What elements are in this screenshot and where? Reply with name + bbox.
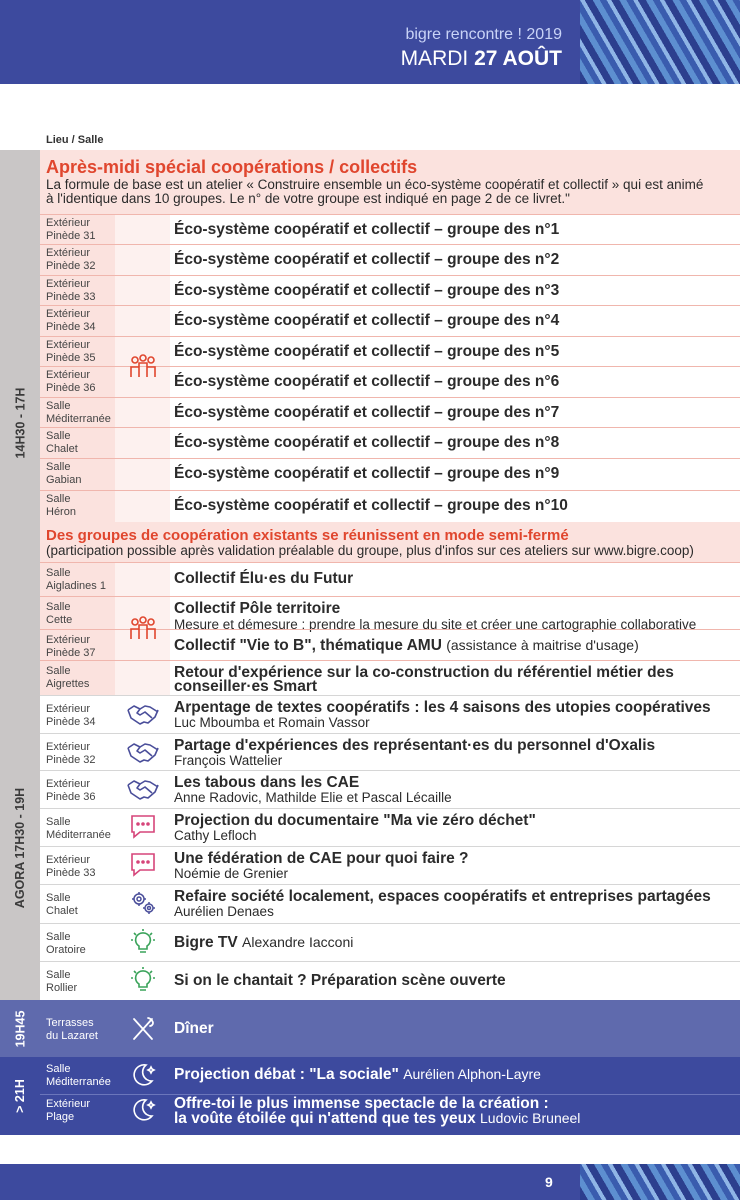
group-loc-l1: Extérieur xyxy=(46,339,91,351)
agora-loc-l1: Salle xyxy=(46,931,71,943)
evening-location-1 xyxy=(46,1063,121,1088)
group-loc-l2: Méditerranée xyxy=(46,412,111,425)
agora-title-text: Si on le chantait ? Préparation scène ouverte xyxy=(174,972,506,989)
group-location xyxy=(46,369,121,394)
group-loc-l2: Pinède 35 xyxy=(46,351,96,364)
group-row-divider xyxy=(40,490,740,491)
group-loc-l1: Extérieur xyxy=(46,217,91,229)
group-row-divider xyxy=(40,275,740,276)
collectif-loc-l1: Extérieur xyxy=(46,634,91,646)
agora-row-divider xyxy=(40,695,740,696)
agora-title xyxy=(174,812,536,829)
collectif-subtitle: Mesure et démesure : prendre la mesure du site et créer une cartographie collaborative xyxy=(174,617,697,632)
band-afternoon-label: 14H30 - 17H xyxy=(13,387,27,458)
date-label: 27 AOÛT xyxy=(474,47,562,70)
agora-title xyxy=(174,737,655,754)
agora-speaker: Alexandre Iacconi xyxy=(242,934,354,950)
group-loc-l1: Extérieur xyxy=(46,369,91,381)
group-location xyxy=(46,247,121,272)
agora-speakers: Aurélien Denaes xyxy=(174,904,274,919)
collectif-loc-l1: Salle xyxy=(46,601,71,613)
group-title: Éco-système coopératif et collectif – groupe des n°4 xyxy=(174,312,560,329)
evening-title-2-line2: la voûte étoilée qui n'attend que tes yeux xyxy=(174,1110,476,1127)
agora-title-text: Refaire société localement, espaces coopératifs et entreprises partagées xyxy=(174,888,711,905)
page-number: 9 xyxy=(545,1174,553,1190)
fork-knife-icon xyxy=(124,1014,162,1044)
group-loc-l2: Pinède 32 xyxy=(46,259,96,272)
agora-location xyxy=(46,778,121,803)
agora-title-text: Partage d'expériences des représentant·es du personnel d'Oxalis xyxy=(174,737,656,754)
agora-speakers: Luc Mboumba et Romain Vassor xyxy=(174,715,370,730)
group-location xyxy=(46,308,121,333)
agora-title xyxy=(174,972,506,989)
group-title: Éco-système coopératif et collectif – groupe des n°10 xyxy=(174,497,568,514)
group-row-divider xyxy=(40,427,740,428)
agora-speakers: Noémie de Grenier xyxy=(174,866,289,881)
group-loc-l1: Extérieur xyxy=(46,308,91,320)
agora-loc-l2: Pinède 33 xyxy=(46,866,96,879)
collectif-row-divider xyxy=(40,562,740,563)
collectif-title-text: Collectif Élu·es du Futur xyxy=(174,570,354,587)
agora-row-divider xyxy=(40,961,740,962)
agora-row-divider xyxy=(40,846,740,847)
collectif-location xyxy=(46,665,121,690)
group-location xyxy=(46,493,121,518)
event-name: bigre rencontre ! 2019 xyxy=(405,26,562,43)
agora-row-divider xyxy=(40,733,740,734)
collectif-title xyxy=(174,570,353,587)
agora-location xyxy=(46,703,121,728)
evening-loc-1-l2: Méditerranée xyxy=(46,1075,111,1088)
group-loc-l2: Pinède 31 xyxy=(46,229,96,242)
section1-desc-line1: La formule de base est un atelier « Construire ensemble un éco-système coopératif et collectif » qui est animé xyxy=(46,177,704,192)
band-dinner-label: 19H45 xyxy=(13,1010,27,1047)
handshake-icon xyxy=(124,774,162,804)
group-title: Éco-système coopératif et collectif – groupe des n°8 xyxy=(174,434,560,451)
band-afternoon xyxy=(0,150,40,695)
agora-title-text: Les tabous dans les CAE xyxy=(174,774,360,791)
collectif-title-text: Collectif Pôle territoire xyxy=(174,600,341,617)
group-top-line xyxy=(40,214,115,215)
dinner-title: Dîner xyxy=(174,1020,214,1037)
agora-row-divider xyxy=(40,808,740,809)
band-agora-label: AGORA 17H30 - 19H xyxy=(13,787,28,908)
evening-loc-2-l2: Plage xyxy=(46,1110,75,1123)
people-group-icon xyxy=(124,352,162,382)
group-loc-l1: Extérieur xyxy=(46,278,91,290)
agora-speakers: François Wattelier xyxy=(174,753,283,768)
agora-location xyxy=(46,854,121,879)
group-title: Éco-système coopératif et collectif – groupe des n°5 xyxy=(174,343,560,360)
evening-title-2b xyxy=(174,1110,580,1127)
collectif-loc-l2: Aigrettes xyxy=(46,677,90,690)
group-row-divider xyxy=(40,244,740,245)
agora-loc-l1: Extérieur xyxy=(46,741,91,753)
band-dinner xyxy=(0,1000,40,1057)
agora-row-divider xyxy=(40,884,740,885)
collectif-loc-l2: Aigladines 1 xyxy=(46,579,106,592)
collectif-location xyxy=(46,634,121,659)
moon-icon-2 xyxy=(124,1095,162,1125)
group-loc-l1: Salle xyxy=(46,400,71,412)
agora-title-text: Bigre TV xyxy=(174,934,238,951)
collectif-location xyxy=(46,567,121,592)
evening-speaker-2: Ludovic Bruneel xyxy=(480,1110,581,1126)
group-loc-l1: Extérieur xyxy=(46,247,91,259)
section2-title: Des groupes de coopération existants se réunissent en mode semi-fermé xyxy=(46,527,569,544)
agora-loc-l1: Salle xyxy=(46,969,71,981)
agora-speakers: Cathy Lefloch xyxy=(174,828,257,843)
collectif-title-text: Collectif "Vie to B", thématique AMU xyxy=(174,637,442,654)
agora-loc-l2: Rollier xyxy=(46,981,78,994)
evening-location-2 xyxy=(46,1098,121,1123)
agora-title xyxy=(174,774,359,791)
rope-photo xyxy=(580,0,740,84)
collectif-loc-l1: Salle xyxy=(46,567,71,579)
evening-title-2: Offre-toi le plus immense spectacle de la création : xyxy=(174,1095,549,1112)
collectif-row-divider xyxy=(40,660,740,661)
agora-loc-l2: Pinède 36 xyxy=(46,790,96,803)
group-loc-l2: Pinède 36 xyxy=(46,381,96,394)
collectif-title xyxy=(174,637,639,654)
section2-desc: (participation possible après validation préalable du groupe, plus d'infos sur ces ateliers sur www.bigre.coop) xyxy=(46,543,694,558)
agora-loc-l2: Méditerranée xyxy=(46,828,111,841)
group-title: Éco-système coopératif et collectif – groupe des n°3 xyxy=(174,282,560,299)
gears-icon xyxy=(124,888,162,918)
section1-desc-line2: à l'identique dans 10 groupes. Le n° de votre groupe est indiqué en page 2 de ce livret." xyxy=(46,191,570,206)
group-loc-l2: Pinède 34 xyxy=(46,320,96,333)
agora-title xyxy=(174,850,469,867)
group-loc-l1: Salle xyxy=(46,461,71,473)
group-loc-l2: Chalet xyxy=(46,442,78,455)
agora-location xyxy=(46,969,121,994)
evening-title-1 xyxy=(174,1066,541,1083)
agora-loc-l1: Extérieur xyxy=(46,778,91,790)
evening-title-1-text: Projection débat : "La sociale" xyxy=(174,1066,399,1083)
group-loc-l2: Pinède 33 xyxy=(46,290,96,303)
group-location xyxy=(46,339,121,364)
footer-rope-photo xyxy=(580,1164,740,1200)
agora-title xyxy=(174,699,711,716)
agora-loc-l2: Pinède 34 xyxy=(46,715,96,728)
agora-loc-l1: Extérieur xyxy=(46,854,91,866)
group-loc-l1: Salle xyxy=(46,430,71,442)
chat-bubble-icon xyxy=(124,850,162,880)
agora-row-divider xyxy=(40,770,740,771)
agora-title-text: Une fédération de CAE pour quoi faire ? xyxy=(174,850,469,867)
group-location xyxy=(46,430,121,455)
agora-title xyxy=(174,934,353,951)
group-row-divider xyxy=(40,214,740,215)
collectif-loc-l1: Salle xyxy=(46,665,71,677)
group-loc-l2: Gabian xyxy=(46,473,82,486)
collectif-row-divider xyxy=(40,596,740,597)
band-evening-label: > 21H xyxy=(13,1079,27,1113)
group-location xyxy=(46,461,121,486)
collectif-title xyxy=(174,600,340,617)
group-row-divider xyxy=(40,336,740,337)
day-label: MARDI xyxy=(400,47,469,70)
group-row-divider xyxy=(40,397,740,398)
dinner-loc-l1: Terrasses xyxy=(46,1017,94,1029)
group-title: Éco-système coopératif et collectif – groupe des n°1 xyxy=(174,221,560,238)
moon-icon xyxy=(124,1060,162,1090)
group-title: Éco-système coopératif et collectif – groupe des n°2 xyxy=(174,251,560,268)
lieu-column-label: Lieu / Salle xyxy=(46,134,104,146)
agora-loc-l1: Salle xyxy=(46,892,71,904)
agora-loc-l1: Extérieur xyxy=(46,703,91,715)
agora-loc-l2: Pinède 32 xyxy=(46,753,96,766)
group-location xyxy=(46,278,121,303)
group-row-divider xyxy=(40,458,740,459)
agora-location xyxy=(46,816,121,841)
agora-loc-l2: Chalet xyxy=(46,904,78,917)
collectif-loc-l2: Cette xyxy=(46,613,73,626)
collectif-loc-l2: Pinède 37 xyxy=(46,646,96,659)
section1-title: Après-midi spécial coopérations / collectifs xyxy=(46,157,418,177)
agora-loc-l1: Salle xyxy=(46,816,71,828)
collectif-subtitle: conseiller·es Smart xyxy=(174,678,318,695)
agora-location xyxy=(46,931,121,956)
people-group-icon-2 xyxy=(124,614,162,644)
agora-location xyxy=(46,741,121,766)
group-row-divider xyxy=(40,305,740,306)
agora-title xyxy=(174,888,711,905)
group-title: Éco-système coopératif et collectif – groupe des n°9 xyxy=(174,465,560,482)
page-date xyxy=(401,47,562,71)
agora-speakers: Anne Radovic, Mathilde Elie et Pascal Lécaille xyxy=(174,790,452,805)
group-loc-l1: Salle xyxy=(46,493,71,505)
band-agora xyxy=(0,695,40,1000)
evening-loc-1-l1: Salle xyxy=(46,1063,71,1075)
evening-speaker-1: Aurélien Alphon-Layre xyxy=(403,1066,541,1082)
agora-location xyxy=(46,892,121,917)
agora-title-text: Arpentage de textes coopératifs : les 4 saisons des utopies coopératives xyxy=(174,699,711,716)
evening-loc-2-l1: Extérieur xyxy=(46,1098,91,1110)
agora-row-divider xyxy=(40,923,740,924)
group-location xyxy=(46,400,121,425)
lightbulb-icon xyxy=(124,965,162,995)
collectif-extra: (assistance à maitrise d'usage) xyxy=(446,637,639,653)
collectif-title-text: Retour d'expérience sur la co-construction du référentiel métier des xyxy=(174,664,674,681)
group-loc-l2: Héron xyxy=(46,505,76,518)
handshake-icon xyxy=(124,699,162,729)
dinner-loc-l2: du Lazaret xyxy=(46,1029,98,1042)
collectif-location xyxy=(46,601,121,626)
agora-title-text: Projection du documentaire "Ma vie zéro déchet" xyxy=(174,812,536,829)
group-title: Éco-système coopératif et collectif – groupe des n°6 xyxy=(174,373,560,390)
lightbulb-icon xyxy=(124,927,162,957)
agora-loc-l2: Oratoire xyxy=(46,943,86,956)
handshake-icon xyxy=(124,737,162,767)
dinner-location xyxy=(46,1017,121,1042)
chat-bubble-icon xyxy=(124,812,162,842)
group-title: Éco-système coopératif et collectif – groupe des n°7 xyxy=(174,404,560,421)
band-evening xyxy=(0,1057,40,1135)
group-location xyxy=(46,217,121,242)
